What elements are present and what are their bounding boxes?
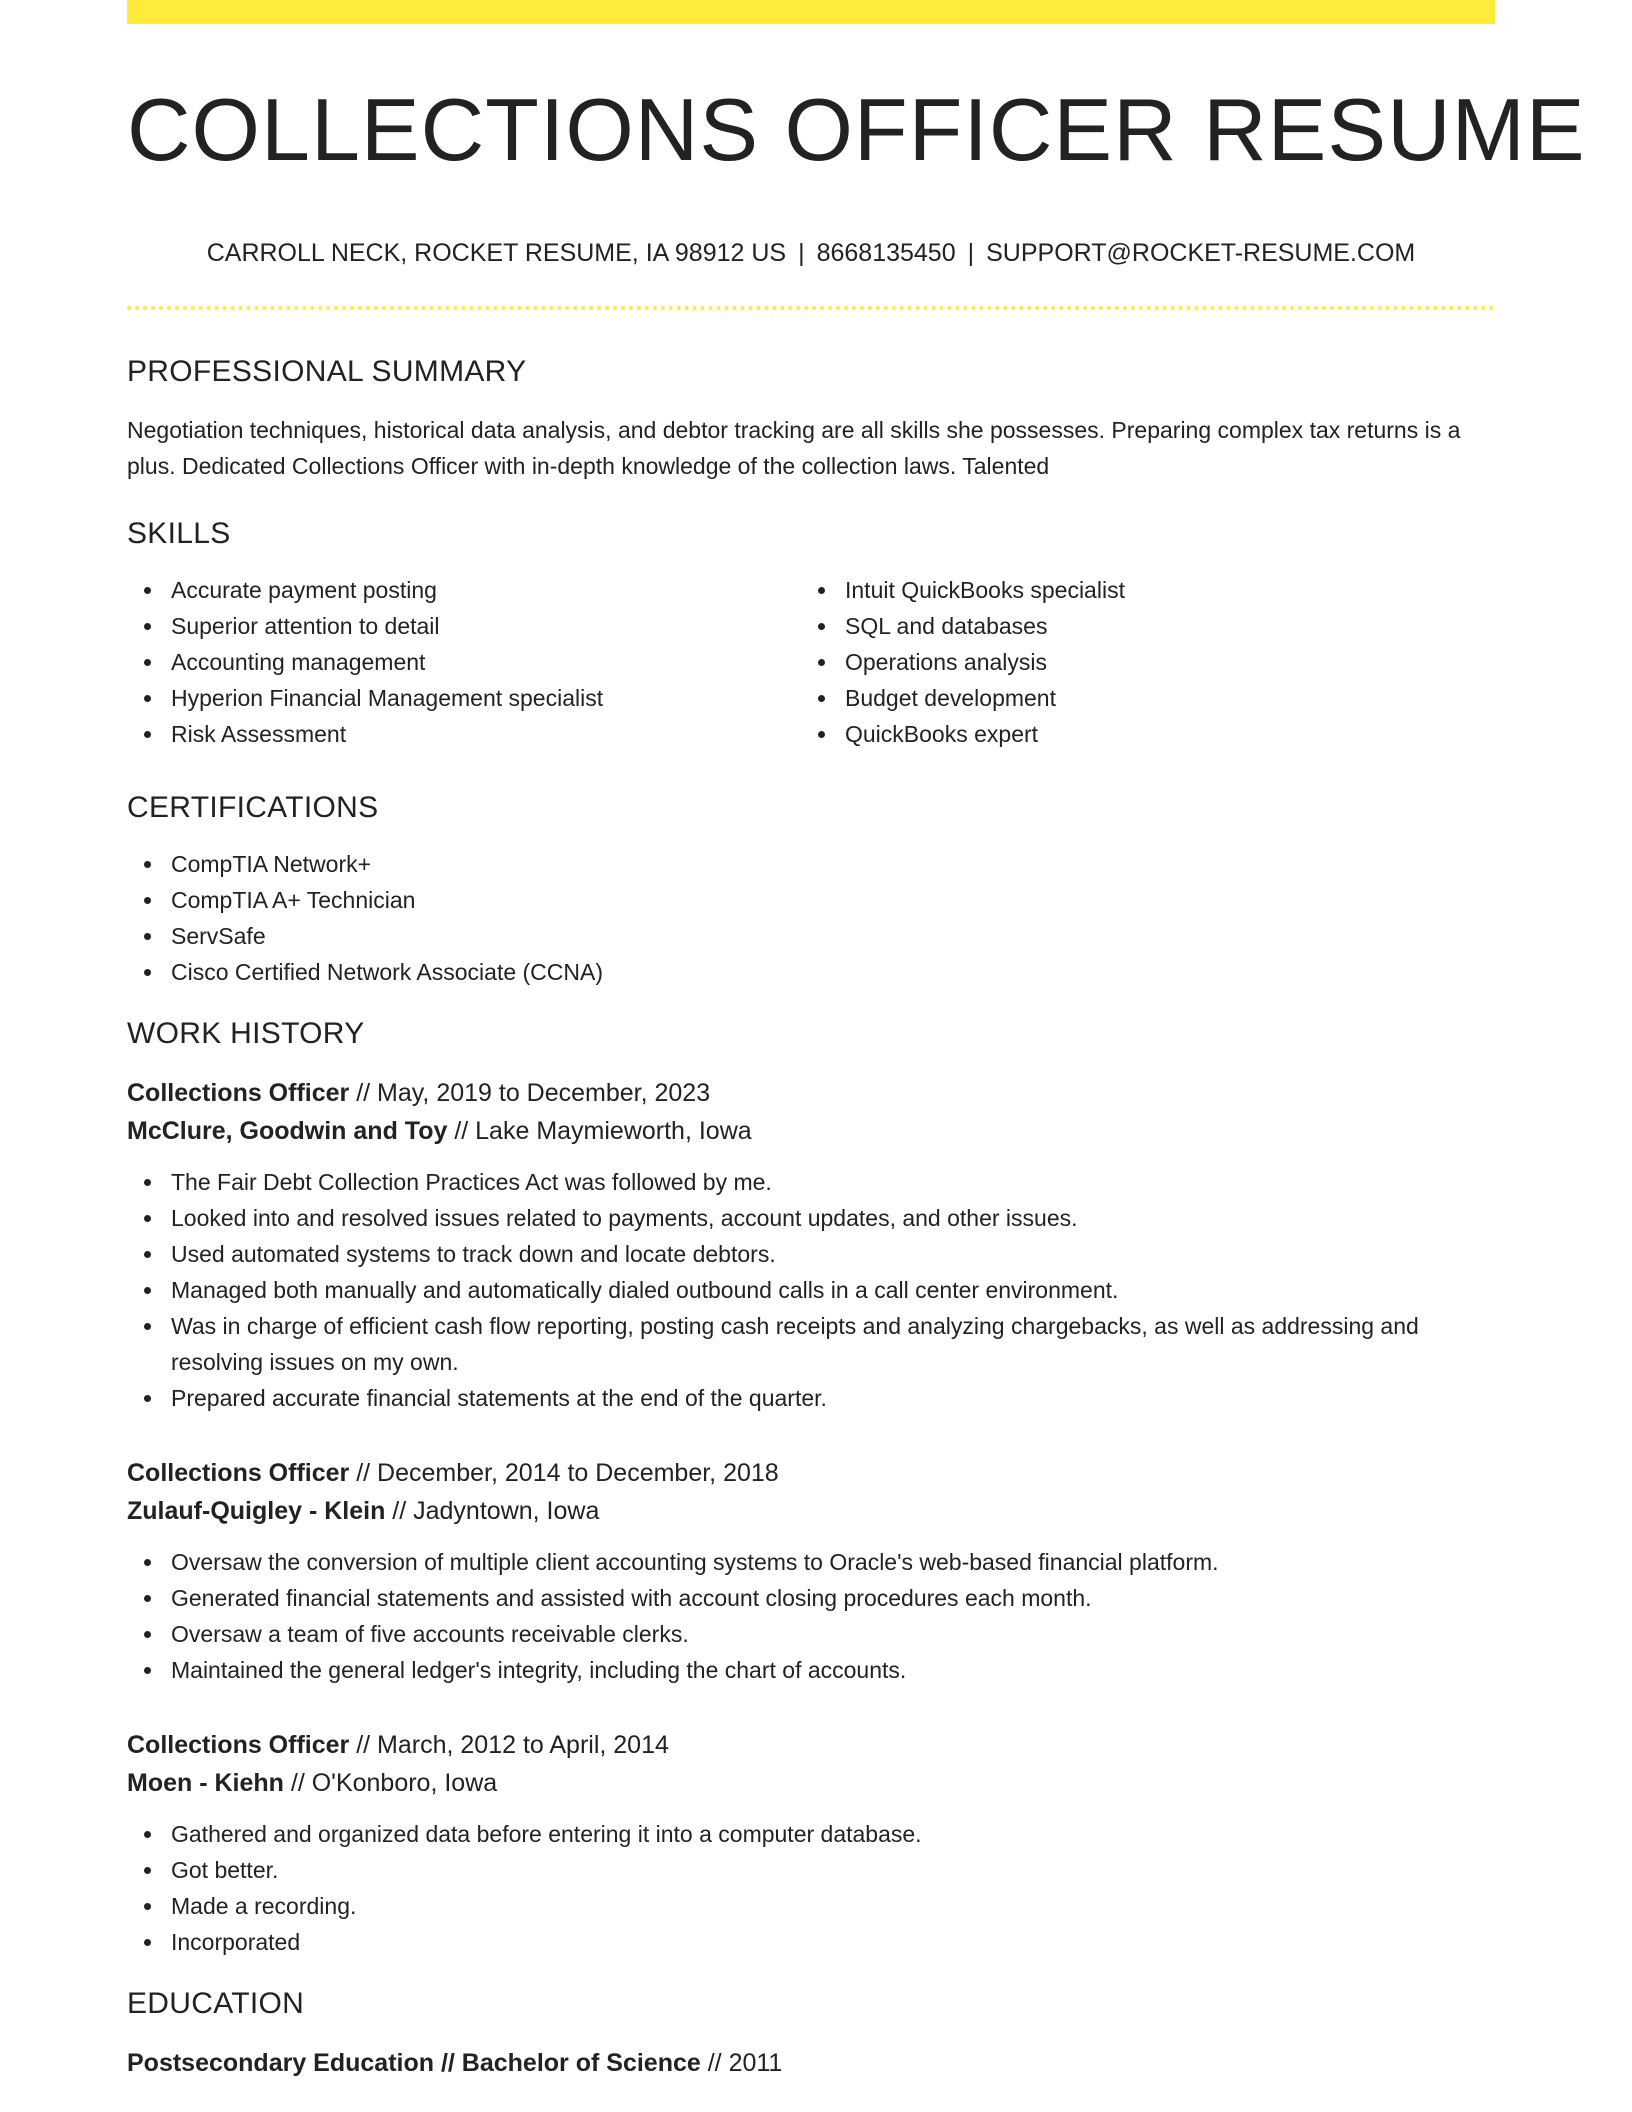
certification-item: Cisco Certified Network Associate (CCNA) [127, 954, 1495, 990]
dotted-divider [127, 306, 1495, 310]
job-bullet: Generated financial statements and assisted with account closing procedures each month. [127, 1580, 1495, 1616]
job-title-line [127, 1074, 1495, 1112]
skills-grid [127, 572, 1495, 752]
skill-item: Operations analysis [801, 644, 1495, 680]
contact-phone: 8668135450 [816, 239, 956, 267]
resume-title: COLLECTIONS OFFICER RESUME [127, 80, 1586, 179]
job-company: Zulauf-Quigley - Klein [127, 1497, 386, 1525]
work-history-heading: WORK HISTORY [127, 1017, 365, 1050]
skill-item: Superior attention to detail [127, 608, 801, 644]
job-dates: // December, 2014 to December, 2018 [349, 1459, 779, 1487]
job-bullet: Incorporated [127, 1924, 1495, 1960]
job-title-line [127, 1454, 1495, 1492]
certifications-list [127, 846, 1495, 990]
education-year: // 2011 [700, 2049, 783, 2077]
skill-item: Risk Assessment [127, 716, 801, 752]
contact-email: SUPPORT@ROCKET-RESUME.COM [986, 239, 1416, 267]
job-company-line [127, 1492, 1495, 1530]
education-entry [127, 2044, 1495, 2082]
job-bullets [127, 1544, 1495, 1688]
job-title: Collections Officer [127, 1459, 350, 1487]
skill-item: Hyperion Financial Management specialist [127, 680, 801, 716]
job-bullet: Made a recording. [127, 1888, 1495, 1924]
contact-address: CARROLL NECK, ROCKET RESUME, IA 98912 US [206, 239, 787, 267]
job-bullet: Managed both manually and automatically dialed outbound calls in a call center environment. [127, 1272, 1495, 1308]
job-bullets [127, 1164, 1495, 1416]
contact-separator: | [967, 239, 975, 267]
job-company-line [127, 1764, 1495, 1802]
job-bullet: Maintained the general ledger's integrity, including the chart of accounts. [127, 1652, 1495, 1688]
contact-separator: | [798, 239, 805, 267]
accent-top-bar [127, 0, 1495, 24]
job-bullet: Gathered and organized data before entering it into a computer database. [127, 1816, 1495, 1852]
skills-list-right [801, 572, 1495, 752]
certifications-heading: CERTIFICATIONS [127, 791, 379, 824]
skills-list-left [127, 572, 801, 752]
job-bullet: Looked into and resolved issues related to payments, account updates, and other issues. [127, 1200, 1495, 1236]
job-dates: // May, 2019 to December, 2023 [349, 1079, 711, 1107]
skills-column-right [801, 572, 1495, 752]
job-company: McClure, Goodwin and Toy [127, 1117, 448, 1145]
job-title: Collections Officer [127, 1079, 350, 1107]
job-bullets [127, 1816, 1495, 1960]
job-bullet: Was in charge of efficient cash flow reporting, posting cash receipts and analyzing chargebacks, as well as addressing and resolving issues on my own. [127, 1308, 1495, 1380]
job-bullet: Got better. [127, 1852, 1495, 1888]
job-title-line [127, 1726, 1495, 1764]
resume-body [127, 350, 1495, 2082]
skills-section [127, 512, 1495, 752]
job-bullet: Oversaw the conversion of multiple client accounting systems to Oracle's web-based financial platform. [127, 1544, 1495, 1580]
skills-heading: SKILLS [127, 517, 231, 550]
job-entry [127, 1074, 1495, 1416]
job-location: // Lake Maymieworth, Iowa [447, 1117, 752, 1145]
certification-item: CompTIA A+ Technician [127, 882, 1495, 918]
job-bullet: Used automated systems to track down and locate debtors. [127, 1236, 1495, 1272]
job-dates: // March, 2012 to April, 2014 [349, 1731, 669, 1759]
job-company-line [127, 1112, 1495, 1150]
summary-section [127, 350, 1495, 484]
work-history-section [127, 1012, 1495, 1960]
education-heading: EDUCATION [127, 1987, 305, 2020]
job-location: // O'Konboro, Iowa [283, 1769, 498, 1797]
skill-item: QuickBooks expert [801, 716, 1495, 752]
job-bullet: Prepared accurate financial statements at the end of the quarter. [127, 1380, 1495, 1416]
skill-item: Intuit QuickBooks specialist [801, 572, 1495, 608]
contact-line [127, 237, 1495, 269]
education-degree: Postsecondary Education // Bachelor of Science [127, 2049, 701, 2077]
summary-heading: PROFESSIONAL SUMMARY [127, 355, 527, 388]
certification-item: ServSafe [127, 918, 1495, 954]
skills-column-left [127, 572, 801, 752]
job-location: // Jadyntown, Iowa [385, 1497, 600, 1525]
skill-item: SQL and databases [801, 608, 1495, 644]
summary-text: Negotiation techniques, historical data analysis, and debtor tracking are all skills she possesses. Preparing complex tax returns is a plus. Dedicated Collections Officer with in-depth knowledge of the collection laws. Talented [127, 417, 1461, 479]
skill-item: Accounting management [127, 644, 801, 680]
certification-item: CompTIA Network+ [127, 846, 1495, 882]
skill-item: Accurate payment posting [127, 572, 801, 608]
job-title: Collections Officer [127, 1731, 350, 1759]
job-bullet: The Fair Debt Collection Practices Act was followed by me. [127, 1164, 1495, 1200]
job-bullet: Oversaw a team of five accounts receivable clerks. [127, 1616, 1495, 1652]
certifications-section [127, 786, 1495, 990]
job-entry [127, 1454, 1495, 1688]
education-section [127, 1982, 1495, 2082]
skill-item: Budget development [801, 680, 1495, 716]
job-company: Moen - Kiehn [127, 1769, 284, 1797]
job-entry [127, 1726, 1495, 1960]
